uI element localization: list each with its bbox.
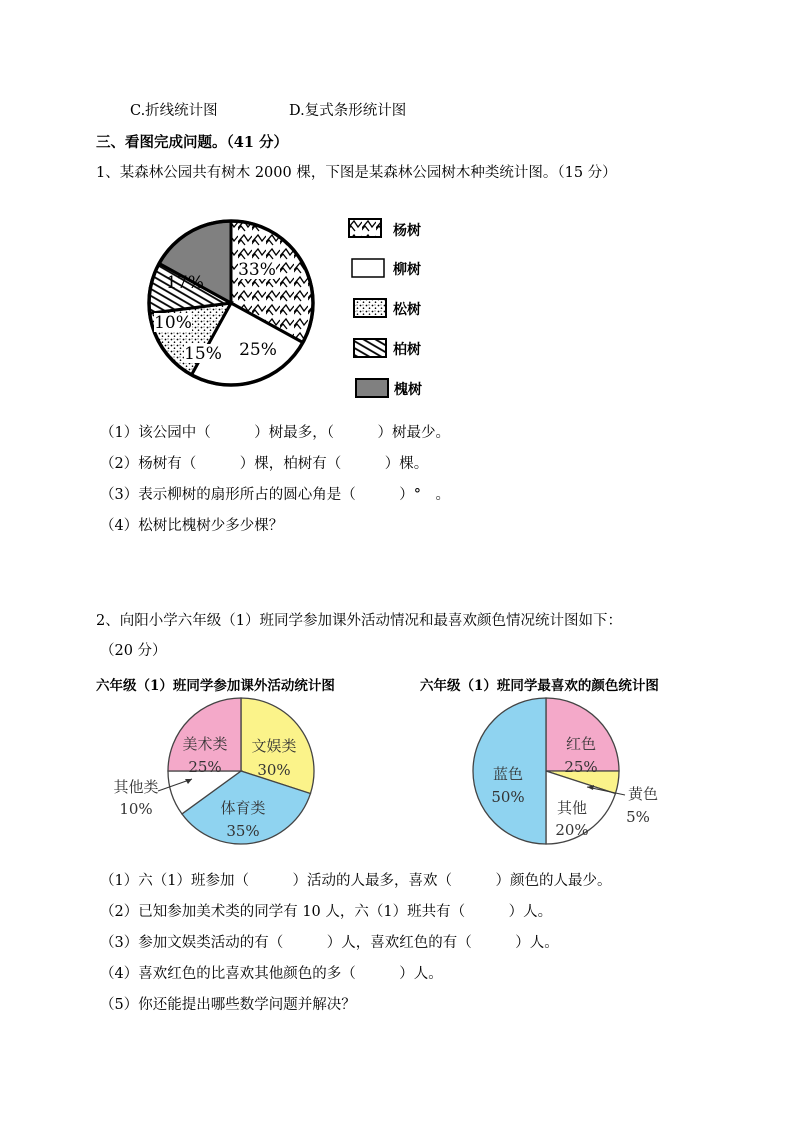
red-percent: 25% — [564, 758, 598, 776]
q2-sub-2: （2）已知参加美术类的同学有 10 人，六（1）班共有（ ）人。 — [100, 904, 553, 920]
yellow-percent: 5% — [626, 808, 650, 826]
q1-sub-4: （4）松树比槐树少多少棵？ — [100, 518, 284, 534]
q2-sub-4: （4）喜欢红色的比喜欢其他颜色的多（ ）人。 — [100, 966, 443, 982]
pine-percent: 15% — [184, 344, 222, 364]
q2-sub-1: （1）六（1）班参加（ ）活动的人最多，喜欢（ ）颜色的人最少。 — [100, 873, 612, 889]
yellow-label: 黄色 — [627, 785, 659, 803]
legend-locust-label: 槐树 — [394, 382, 422, 398]
q2-stem: 2、向阳小学六年级（1）班同学参加课外活动情况和最喜欢颜色情况统计图如下： — [96, 613, 622, 629]
option-d: D.复式条形统计图 — [289, 103, 407, 119]
blue-percent: 50% — [491, 788, 525, 806]
activity-chart-title: 六年级（1）班同学参加课外活动统计图 — [96, 678, 335, 694]
legend-willow-label: 柳树 — [393, 262, 421, 278]
other-color-percent: 20% — [555, 821, 589, 839]
option-c: C.折线统计图 — [130, 103, 218, 119]
q1-sub-1: （1）该公园中（ ）树最多，（ ）树最少。 — [100, 425, 450, 441]
q2-sub-3: （3）参加文娱类活动的有（ ）人，喜欢红色的有（ ）人。 — [100, 935, 559, 951]
art-percent: 25% — [188, 758, 222, 776]
other-activity-label: 其他类 — [113, 778, 159, 796]
entertainment-percent: 30% — [257, 761, 291, 779]
sports-label: 体育类 — [220, 799, 266, 817]
q1-sub-2: （2）杨树有（ ）棵，柏树有（ ）棵。 — [100, 456, 429, 472]
entertainment-label: 文娱类 — [251, 737, 297, 755]
tree-pie-chart — [140, 218, 330, 408]
willow-percent: 25% — [239, 340, 277, 360]
locust-percent: 17% — [166, 273, 204, 293]
legend-cypress-swatch — [353, 338, 387, 358]
q2-sub-5: （5）你还能提出哪些数学问题并解决？ — [100, 997, 356, 1013]
q2-score: （20 分） — [100, 643, 167, 659]
q1-sub-3: （3）表示柳树的扇形所占的圆心角是（ ）° 。 — [100, 487, 450, 503]
color-chart-title: 六年级（1）班同学最喜欢的颜色统计图 — [420, 678, 659, 694]
q1-stem: 1、某森林公园共有树木 2000 棵，下图是某森林公园树木种类统计图。（15 分） — [96, 165, 617, 181]
blue-label: 蓝色 — [492, 765, 524, 783]
legend-cypress-label: 柏树 — [393, 342, 421, 358]
activity-pie-chart — [100, 695, 330, 855]
sports-percent: 35% — [226, 822, 260, 840]
legend-poplar-swatch — [348, 218, 382, 238]
art-label: 美术类 — [182, 735, 228, 753]
legend-locust-swatch — [355, 378, 389, 398]
legend-willow-swatch — [351, 258, 385, 278]
section-title: 三、看图完成问题。（41 分） — [96, 134, 288, 151]
color-pie-chart — [455, 695, 685, 855]
red-label: 红色 — [565, 735, 597, 753]
poplar-percent: 33% — [238, 260, 276, 280]
other-color-label: 其他 — [556, 799, 588, 817]
legend-pine-label: 松树 — [393, 302, 421, 318]
other-activity-percent: 10% — [119, 800, 153, 818]
cypress-percent: 10% — [154, 313, 192, 333]
legend-poplar-label: 杨树 — [393, 223, 421, 239]
legend-pine-swatch — [353, 298, 387, 318]
